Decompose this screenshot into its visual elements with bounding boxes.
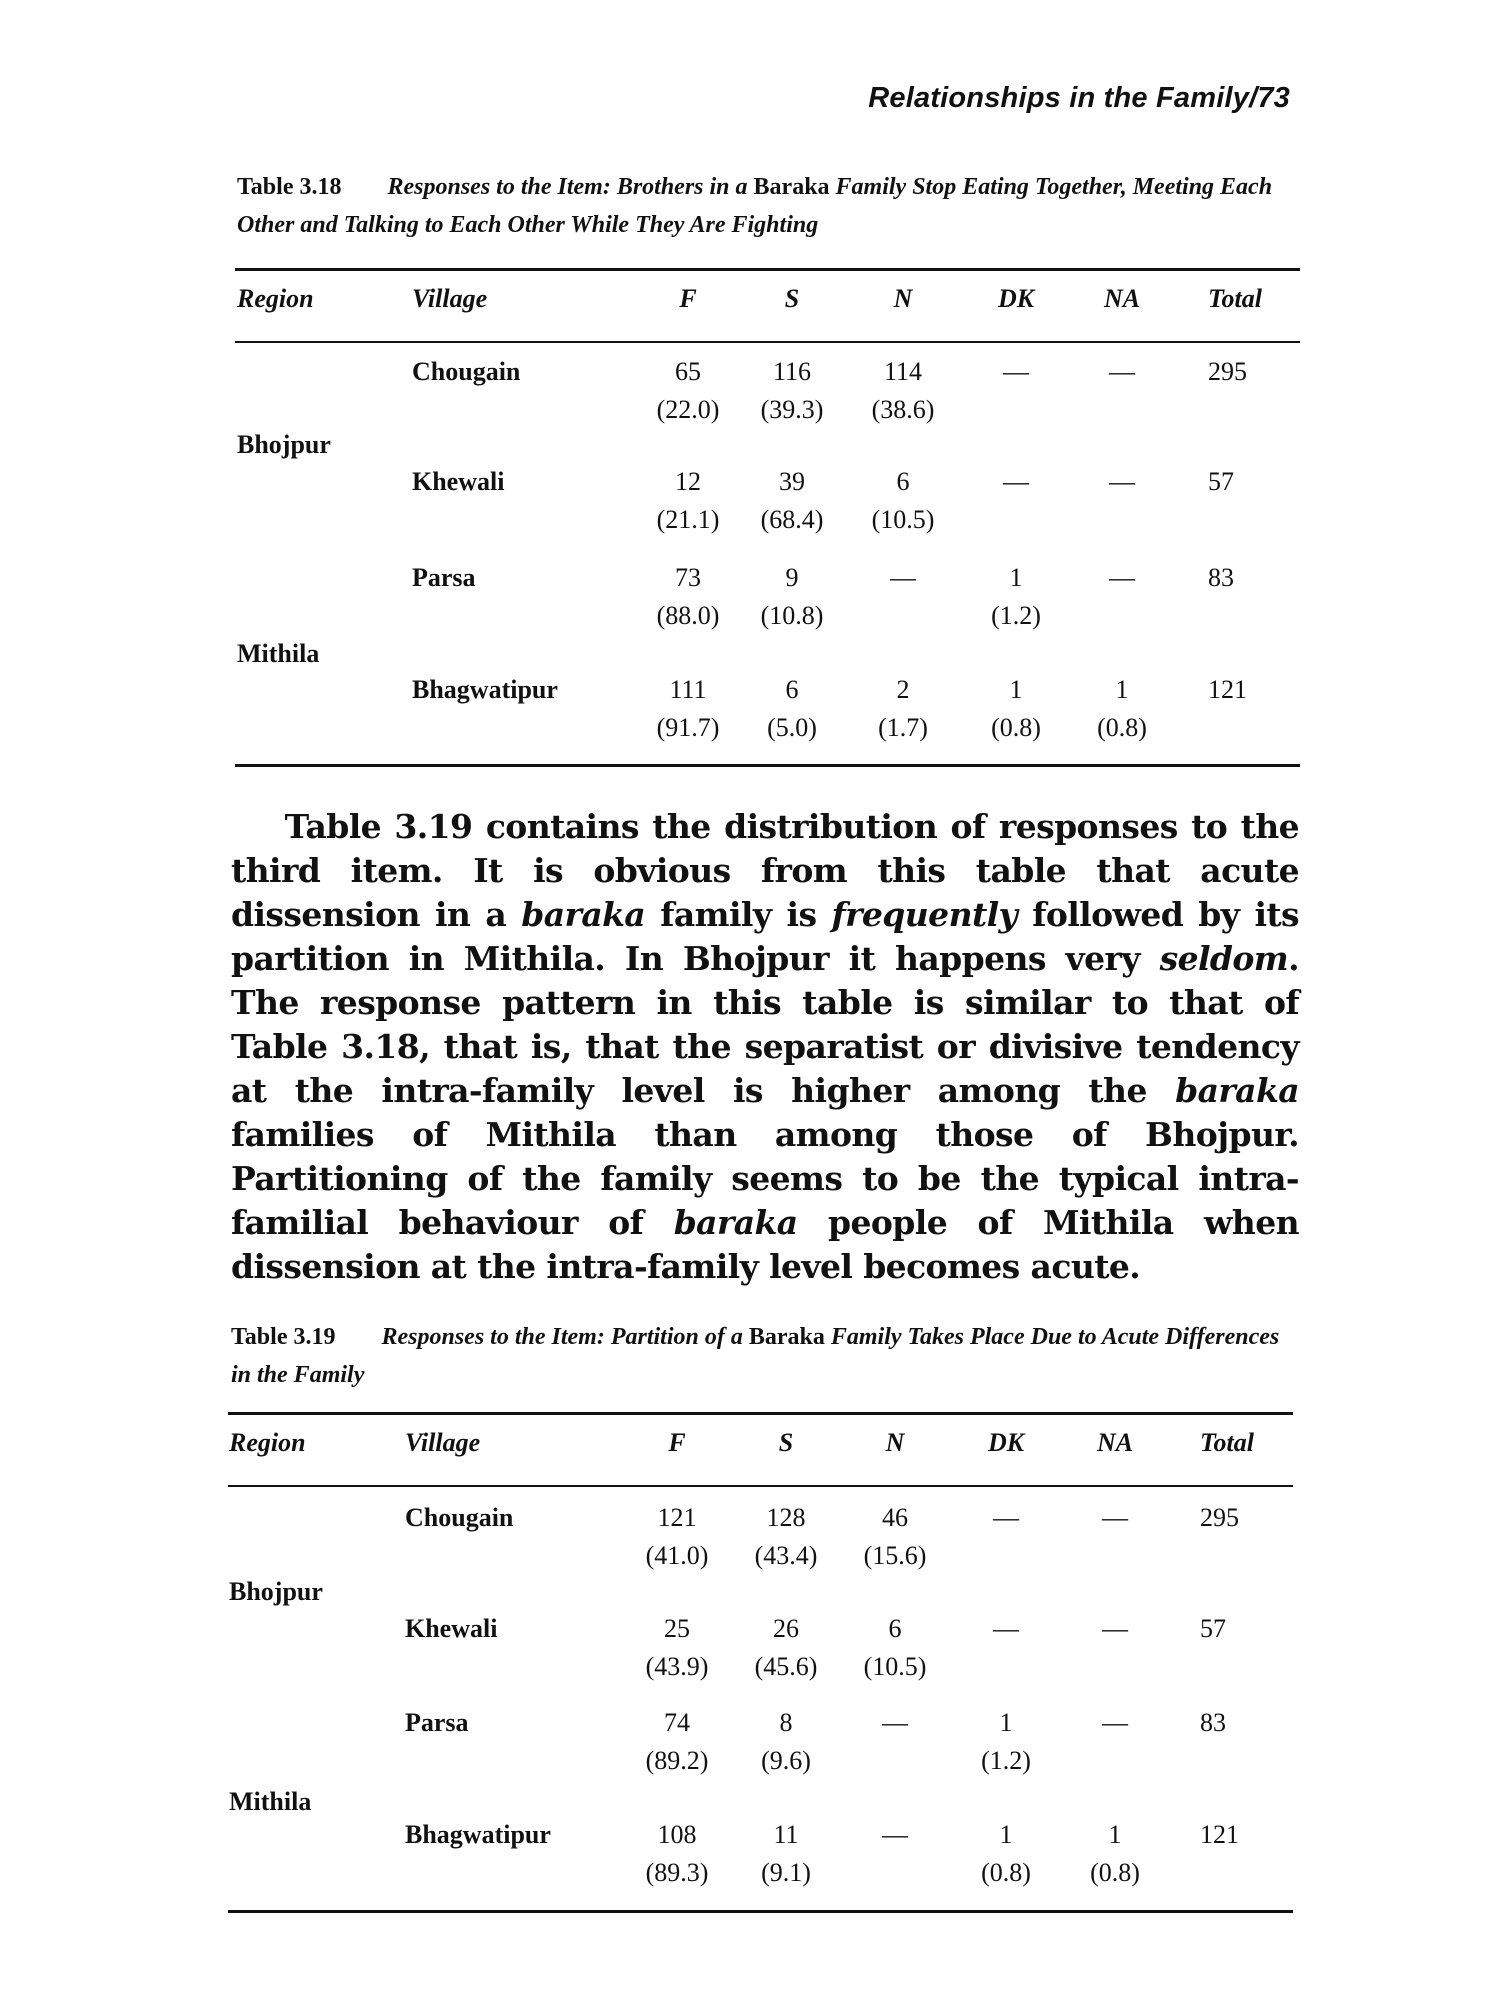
table1-row-0-dk: — [1003,357,1029,386]
table2-row-1-f-pct: (43.9) [645,1652,709,1681]
table2-row-1-s: 26 [773,1614,799,1643]
table1-header-n: N [893,284,913,313]
table2-header-dk: DK [987,1428,1025,1457]
table2-header-rule [228,1485,1293,1487]
table1-region-bhojpur: Bhojpur [237,430,331,459]
table1-caption [237,168,1300,244]
table2-caption-baraka: Baraka [748,1324,825,1350]
table1-label: Table 3.18 [237,174,342,200]
table1-row-3-total: 121 [1208,675,1247,704]
table1-row-2-f-pct: (88.0) [656,601,720,630]
table1-header-f: F [679,284,697,313]
table2-row-0-f-pct: (41.0) [645,1541,709,1570]
table1-row-1-n: 6 [896,467,910,496]
table1-row-2-s: 9 [785,563,799,592]
table1-row-3-n-pct: (1.7) [878,713,928,742]
table1-row-1-f: 12 [675,467,701,496]
table1-row-0-village: Chougain [412,357,521,386]
table2-row-0-na: — [1102,1503,1128,1532]
table2-row-3-village: Bhagwatipur [405,1820,551,1849]
table2-row-1-total: 57 [1200,1614,1226,1643]
running-head: Relationships in the Family/73 [868,82,1290,114]
table1-row-1-n-pct: (10.5) [871,505,935,534]
table1-row-0-total: 295 [1208,357,1247,386]
table2-header-region: Region [229,1428,306,1457]
table2-row-3-na: 1 [1108,1820,1122,1849]
table1-row-3-n: 2 [896,675,910,704]
table2-caption-b: Family Takes Place Due to Acute Differences in the Family [231,1324,1280,1388]
para-italic-3: seldom [1159,939,1289,978]
table1-row-3-f-pct: (91.7) [656,713,720,742]
table2-row-3-na-pct: (0.8) [1090,1858,1140,1887]
table1-row-2-dk: 1 [1009,563,1023,592]
table2-header-s: S [778,1428,794,1457]
table1-header-region: Region [237,284,314,313]
table2-row-1-s-pct: (45.6) [754,1652,818,1681]
table1-row-3-na: 1 [1115,675,1129,704]
table1-header-na: NA [1103,284,1141,313]
table1-row-3-village: Bhagwatipur [412,675,558,704]
table2-row-2-na: — [1102,1708,1128,1737]
table2-row-2-f: 74 [664,1708,690,1737]
table2-row-1-village: Khewali [405,1614,498,1643]
table2-row-2-s-pct: (9.6) [761,1746,811,1775]
body-paragraph [231,805,1299,1289]
table1-row-2-na: — [1109,563,1135,592]
para-text-3: followed by its partition in Mithila. In Bhojpur it happens very [231,895,1299,978]
table2-row-1-n-pct: (10.5) [863,1652,927,1681]
table1-row-1-na: — [1109,467,1135,496]
table1-header-s: S [784,284,800,313]
table1-row-0-s-pct: (39.3) [760,395,824,424]
table1-row-0-n-pct: (38.6) [871,395,935,424]
table2-row-3-dk: 1 [999,1820,1013,1849]
table2-region-mithila: Mithila [229,1787,312,1816]
table2-header-f: F [668,1428,686,1457]
table2-row-3-n: — [882,1820,908,1849]
table2-row-0-s-pct: (43.4) [754,1541,818,1570]
table2-caption-a: Responses to the Item: Partition of a [381,1324,749,1350]
table2-row-3-s: 11 [773,1820,799,1849]
table2-row-3-total: 121 [1200,1820,1239,1849]
table2-row-3-f: 108 [657,1820,697,1849]
table2-row-2-village: Parsa [405,1708,469,1737]
table2-top-rule [228,1412,1293,1415]
table2-row-1-na: — [1102,1614,1128,1643]
table1-header-dk: DK [997,284,1035,313]
table1-row-3-na-pct: (0.8) [1097,713,1147,742]
table2-row-3-dk-pct: (0.8) [981,1858,1031,1887]
table1-caption-a: Responses to the Item: Brothers in a [387,174,754,200]
para-italic-1: baraka [521,895,646,934]
table2-row-0-s: 128 [766,1503,806,1532]
para-italic-4: baraka [1175,1071,1299,1110]
table1-row-1-total: 57 [1208,467,1234,496]
table1-row-1-s: 39 [779,467,805,496]
table2-row-2-n: — [882,1708,908,1737]
table2-row-1-n: 6 [888,1614,902,1643]
table2-header-total: Total [1200,1428,1254,1457]
para-text-2: family is [645,895,832,934]
para-italic-5: baraka [673,1203,798,1242]
para-text-1: Table 3.19 contains the distribution of responses to the third item. It is obvious from this table that acute dissension in a [231,807,1300,934]
table1-row-3-dk: 1 [1009,675,1023,704]
table1-row-1-dk: — [1003,467,1029,496]
para-text-4: . The response pattern in this table is similar to that of Table 3.18, that is, that the separatist or divisive tendency at the intra-family level is higher among the [231,939,1299,1110]
table2-row-2-total: 83 [1200,1708,1226,1737]
table1-row-2-s-pct: (10.8) [760,601,824,630]
table2-row-0-total: 295 [1200,1503,1239,1532]
table1-row-1-s-pct: (68.4) [760,505,824,534]
table2-row-0-n: 46 [882,1503,908,1532]
table1-bottom-rule [235,764,1300,767]
table1-row-1-village: Khewali [412,467,505,496]
table2-row-0-dk: — [993,1503,1019,1532]
table1-row-1-f-pct: (21.1) [656,505,720,534]
table1-row-3-dk-pct: (0.8) [991,713,1041,742]
table1-top-rule [235,268,1300,271]
table1-header-village: Village [412,284,488,313]
table1-row-2-f: 73 [675,563,701,592]
table2-header-na: NA [1096,1428,1134,1457]
table2-header-n: N [885,1428,905,1457]
table1-row-0-s: 116 [772,357,812,386]
table2-row-2-dk-pct: (1.2) [981,1746,1031,1775]
table2-row-3-f-pct: (89.3) [645,1858,709,1887]
table2-row-2-f-pct: (89.2) [645,1746,709,1775]
table1-row-0-f: 65 [675,357,701,386]
table1-row-0-f-pct: (22.0) [656,395,720,424]
table2-caption [231,1318,1294,1394]
table1-region-mithila: Mithila [237,639,320,668]
table2-header-village: Village [405,1428,481,1457]
table1-row-3-s: 6 [785,675,799,704]
table1-row-2-dk-pct: (1.2) [991,601,1041,630]
table2-row-0-n-pct: (15.6) [863,1541,927,1570]
table1-row-2-village: Parsa [412,563,476,592]
table2-row-1-dk: — [993,1614,1019,1643]
table1-caption-b: Family Stop Eating Together, Meeting Each Other and Talking to Each Other While They Are Fighting [237,174,1273,238]
para-text-6: people of Mithila when dissension at the intra-family level becomes acute. [231,1203,1299,1286]
para-italic-2: frequently [831,895,1018,934]
table2-bottom-rule [228,1910,1293,1913]
table2-label: Table 3.19 [231,1324,336,1350]
table1-header-total: Total [1208,284,1262,313]
table2-row-2-s: 8 [779,1708,793,1737]
table1-row-2-n: — [890,563,916,592]
table2-row-0-f: 121 [657,1503,697,1532]
table1-header-rule [235,341,1300,343]
table1-row-3-s-pct: (5.0) [767,713,817,742]
table1-caption-baraka: Baraka [753,174,830,200]
table2-row-1-f: 25 [664,1614,690,1643]
para-text-5: families of Mithila than among those of Bhojpur. Partitioning of the family seems to be the typical intra-familial behaviour of [231,1115,1299,1242]
table1-row-0-n: 114 [883,357,923,386]
table1-row-2-total: 83 [1208,563,1234,592]
table1-row-3-f: 111 [669,675,707,704]
table2-region-bhojpur: Bhojpur [229,1577,323,1606]
table1-row-0-na: — [1109,357,1135,386]
table2-row-0-village: Chougain [405,1503,514,1532]
table2-row-2-dk: 1 [999,1708,1013,1737]
table2-row-3-s-pct: (9.1) [761,1858,811,1887]
